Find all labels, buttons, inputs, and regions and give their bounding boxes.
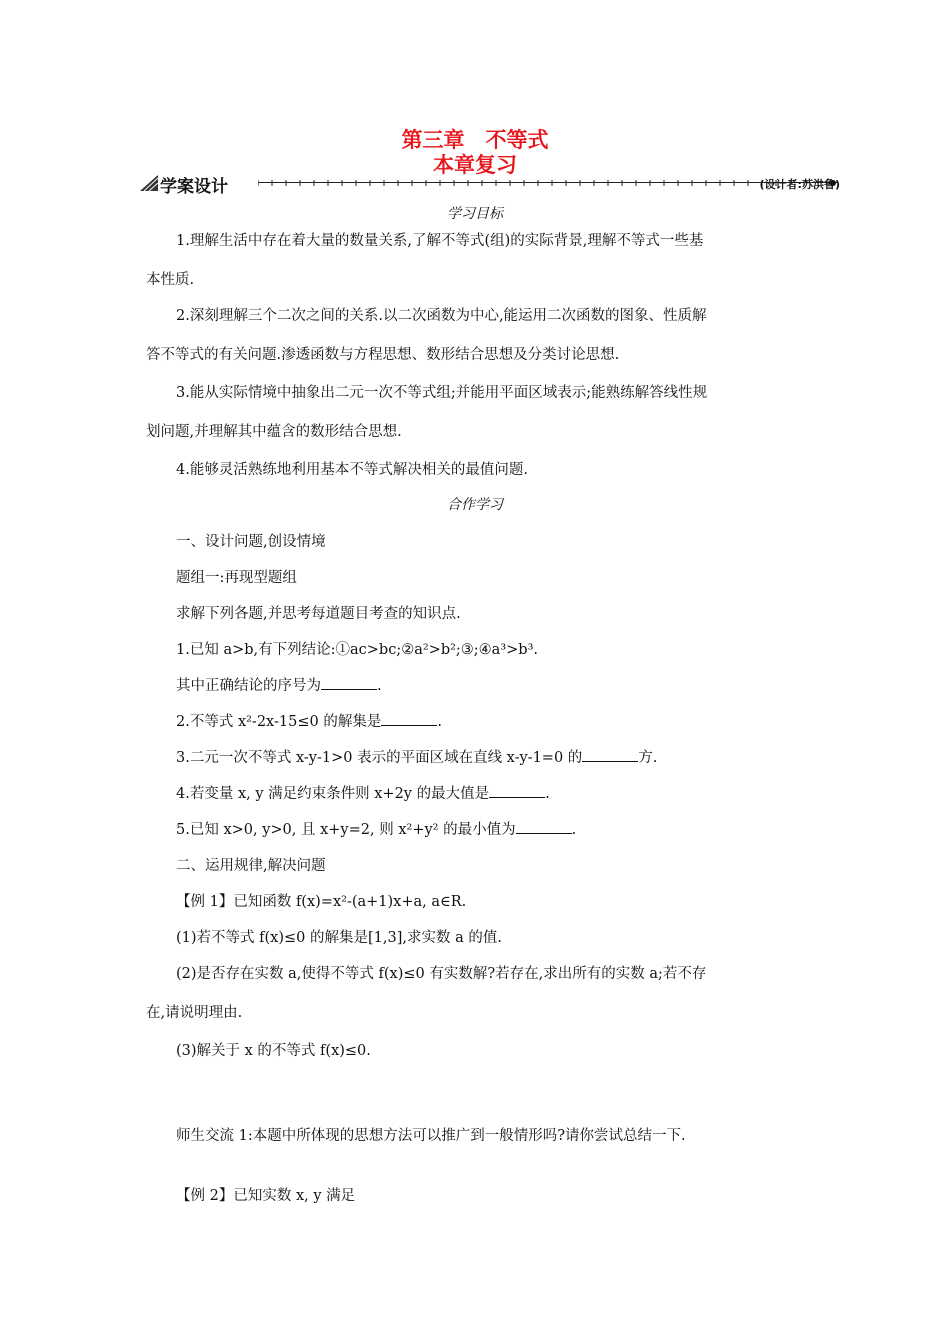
problem-group: 题组一:再现型题组 (176, 570, 297, 586)
example-1-part-2: (2)是否存在实数 a,使得不等式 f(x)≤0 有实数解?若存在,求出所有的实数 a;若不存 (176, 966, 707, 982)
goal-3: 3.能从实际情境中抽象出二元一次不等式组;并能用平面区域表示;能熟练解答线性规 (176, 385, 708, 401)
dotted-rule (258, 182, 838, 183)
goal-2: 2.深刻理解三个二次之间的关系.以二次函数为中心,能运用二次函数的图象、性质解 (176, 308, 707, 324)
answer-blank[interactable] (582, 747, 638, 762)
question-3-text: 3.二元一次不等式 x-y-1>0 表示的平面区域在直线 x-y-1=0 的 (176, 750, 583, 766)
example-1: 【例 1】已知函数 f(x)=x²-(a+1)x+a, a∈R. (176, 894, 467, 910)
answer-blank[interactable] (321, 675, 377, 690)
goal-4: 4.能够灵活熟练地利用基本不等式解决相关的最值问题. (176, 462, 528, 478)
banner-label: 学案设计 (160, 177, 228, 197)
example-1-part-2-cont: 在,请说明理由. (146, 1005, 243, 1021)
question-3-suffix: 方. (638, 750, 658, 766)
question-4: 4.若变量 x, y 满足约束条件则 x+2y 的最大值是 . (176, 782, 550, 803)
example-1-part-1: (1)若不等式 f(x)≤0 的解集是[1,3],求实数 a 的值. (176, 930, 502, 946)
goal-2-cont: 答不等式的有关问题.渗透函数与方程思想、数形结合思想及分类讨论思想. (146, 347, 620, 363)
goal-3-cont: 划问题,并理解其中蕴含的数形结合思想. (146, 424, 402, 440)
question-5: 5.已知 x>0, y>0, 且 x+y=2, 则 x²+y² 的最小值为 . (176, 818, 576, 839)
rule-ticks (258, 179, 838, 187)
goals-heading: 学习目标 (447, 206, 503, 222)
answer-blank[interactable] (489, 783, 545, 798)
teacher-student-exchange: 师生交流 1:本题中所体现的思想方法可以推广到一般情形吗?请你尝试总结一下. (176, 1128, 686, 1144)
question-1-answer: 其中正确结论的序号为 . (176, 674, 382, 695)
answer-blank[interactable] (381, 711, 437, 726)
author-credit: (设计者:苏洪鲁) (759, 178, 840, 191)
coop-heading: 合作学习 (447, 497, 503, 513)
section-1: 一、设计问题,创设情境 (176, 534, 326, 550)
triangle-logo-icon (140, 175, 158, 191)
problem-intro: 求解下列各题,并思考每道题目考查的知识点. (176, 606, 461, 622)
question-2: 2.不等式 x²-2x-15≤0 的解集是 . (176, 710, 442, 731)
section-title: 本章复习 (433, 153, 517, 177)
design-banner (140, 172, 840, 198)
goal-1: 1.理解生活中存在着大量的数量关系,了解不等式(组)的实际背景,理解不等式一些基 (176, 233, 704, 249)
question-1-prompt: 其中正确结论的序号为 (176, 678, 321, 694)
question-3 (176, 746, 657, 767)
question-2-text: 2.不等式 x²-2x-15≤0 的解集是 (176, 714, 382, 730)
goal-1-cont: 本性质. (146, 272, 195, 288)
question-1: 1.已知 a>b,有下列结论:①ac>bc;②a²>b²;③;④a³>b³. (176, 642, 538, 658)
example-2: 【例 2】已知实数 x, y 满足 (176, 1188, 356, 1204)
answer-blank[interactable] (516, 819, 572, 834)
chapter-title: 第三章 不等式 (401, 128, 549, 152)
question-5-text: 5.已知 x>0, y>0, 且 x+y=2, 则 x²+y² 的最小值为 (176, 822, 516, 838)
example-1-part-3: (3)解关于 x 的不等式 f(x)≤0. (176, 1043, 371, 1059)
section-2: 二、运用规律,解决问题 (176, 858, 326, 874)
question-4-text: 4.若变量 x, y 满足约束条件则 x+2y 的最大值是 (176, 786, 490, 802)
